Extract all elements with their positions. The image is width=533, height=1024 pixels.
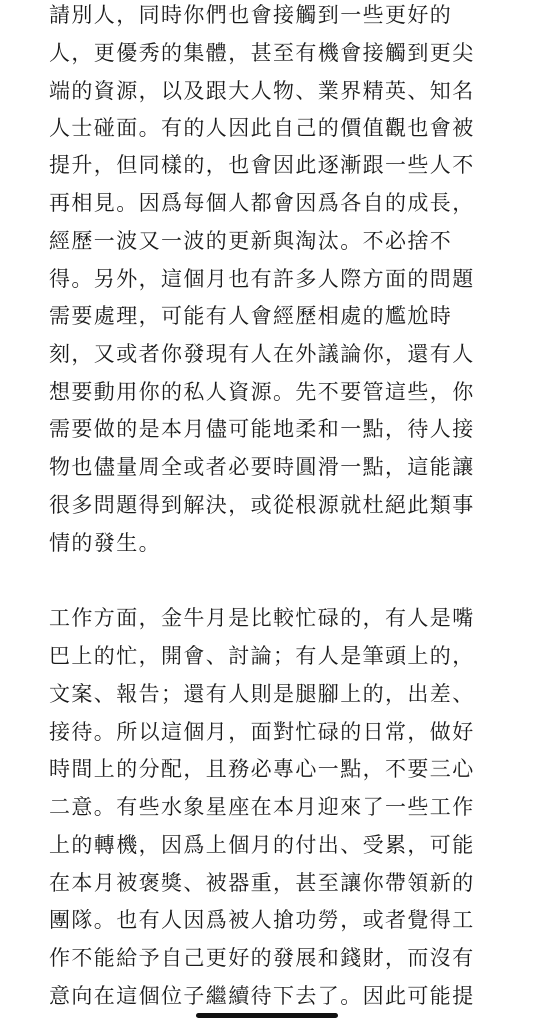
paragraph-2-line-7: 上的轉機，因爲上個月的付出、受累，可能 xyxy=(49,833,475,857)
paragraph-2-line-1: 工作方面，金牛月是比較忙碌的，有人是嘴 xyxy=(49,606,475,630)
paragraph-2-line-4: 接待。所以這個月，面對忙碌的日常，做好 xyxy=(49,720,475,744)
paragraph-1-line-9: 需要處理，可能有人會經歷相處的尷尬時 xyxy=(49,304,453,328)
paragraph-1-line-12: 需要做的是本月儘可能地柔和一點，待人接 xyxy=(49,417,475,441)
paragraph-1-line-15: 情的發生。 xyxy=(49,531,161,555)
paragraph-2-line-10: 作不能給予自己更好的發展和錢財，而沒有 xyxy=(49,946,475,970)
paragraph-2-line-9: 團隊。也有人因爲被人搶功勞，或者覺得工 xyxy=(49,908,475,932)
paragraph-1-line-10: 刻，又或者你發現有人在外議論你，還有人 xyxy=(49,342,475,366)
paragraph-1-line-13: 物也儘量周全或者必要時圓滑一點，這能讓 xyxy=(49,455,475,479)
paragraph-1-line-6: 再相見。因爲每個人都會因爲各自的成長， xyxy=(49,191,475,215)
paragraph-1-line-7: 經歷一波又一波的更新與淘汰。不必捨不 xyxy=(49,229,453,253)
paragraph-1-line-2: 人，更優秀的集體，甚至有機會接觸到更尖 xyxy=(49,41,475,65)
paragraph-1-line-14: 很多問題得到解決，或從根源就杜絕此類事 xyxy=(49,493,475,517)
paragraph-2-line-5: 時間上的分配，且務必專心一點，不要三心 xyxy=(49,757,475,781)
paragraph-2-line-6: 二意。有些水象星座在本月迎來了一些工作 xyxy=(49,795,475,819)
paragraph-1-line-8: 得。另外，這個月也有許多人際方面的問題 xyxy=(49,267,475,291)
paragraph-1-line-3: 端的資源，以及跟大人物、業界精英、知名 xyxy=(49,79,475,103)
paragraph-1-line-5: 提升，但同樣的，也會因此逐漸跟一些人不 xyxy=(49,153,475,177)
home-indicator-bar[interactable] xyxy=(196,1013,338,1018)
paragraph-1-line-4: 人士碰面。有的人因此自己的價值觀也會被 xyxy=(49,116,475,140)
paragraph-2-line-11: 意向在這個位子繼續待下去了。因此可能提 xyxy=(49,984,475,1008)
paragraph-1-line-1: 請別人，同時你們也會接觸到一些更好的 xyxy=(49,3,453,27)
paragraph-1-line-11: 想要動用你的私人資源。先不要管這些，你 xyxy=(49,380,475,404)
paragraph-2-line-3: 文案、報告；還有人則是腿腳上的，出差、 xyxy=(49,682,475,706)
paragraph-2-line-8: 在本月被褒獎、被器重，甚至讓你帶領新的 xyxy=(49,871,475,895)
paragraph-2-line-2: 巴上的忙，開會、討論；有人是筆頭上的， xyxy=(49,644,475,668)
